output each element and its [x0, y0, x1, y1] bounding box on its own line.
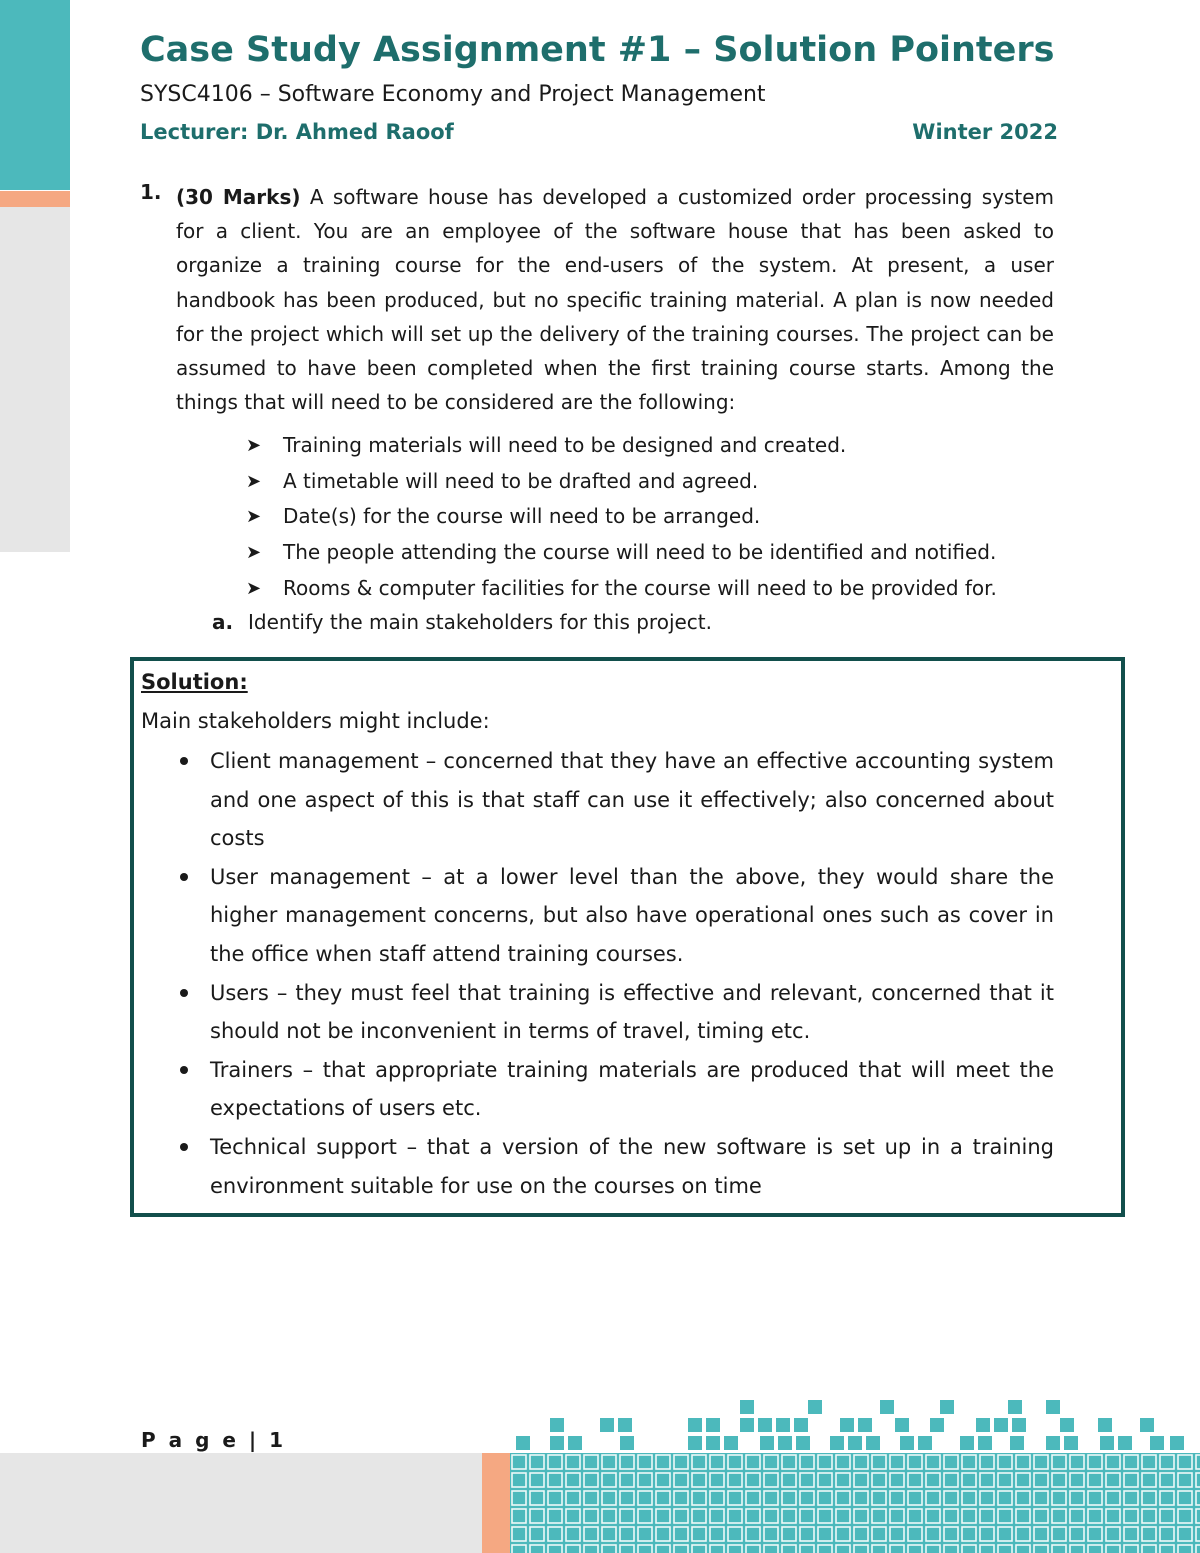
- pixel-square: [620, 1436, 634, 1450]
- pixel-square: [550, 1436, 564, 1450]
- pixel-square: [1012, 1418, 1026, 1432]
- question-number: 1.: [140, 180, 162, 204]
- subquestion-text: Identify the main stakeholders for this project.: [248, 610, 713, 634]
- solution-title: Solution:: [141, 670, 248, 694]
- list-item: ➤ Rooms & computer facilities for the course will need to be provided for.: [246, 571, 997, 607]
- pixel-square: [1046, 1400, 1060, 1414]
- bottom-gray-bar: [0, 1453, 482, 1553]
- pixel-square: [1008, 1400, 1022, 1414]
- pixel-square: [688, 1436, 702, 1450]
- pixel-square: [794, 1418, 808, 1432]
- pixel-square: [1098, 1418, 1112, 1432]
- pixel-square: [960, 1436, 974, 1450]
- pixel-square: [760, 1436, 774, 1450]
- bullet-dot-icon: [180, 989, 188, 997]
- list-item: Technical support – that a version of the new software is set up in a training environment suitable for use on the courses on time: [176, 1128, 1054, 1205]
- pixel-square: [740, 1400, 754, 1414]
- pixel-square: [516, 1436, 530, 1450]
- term-label: Winter 2022: [912, 120, 1058, 144]
- pixel-square: [880, 1400, 894, 1414]
- list-item: ➤ A timetable will need to be drafted and agreed.: [246, 464, 997, 500]
- list-item: Trainers – that appropriate training materials are produced that will meet the expectations of users etc.: [176, 1051, 1054, 1128]
- bullet-dot-icon: [180, 1066, 188, 1074]
- pixel-square: [848, 1436, 862, 1450]
- list-item: Client management – concerned that they have an effective accounting system and one aspect of this is that staff can use it effectively; also concerned about costs: [176, 742, 1054, 858]
- bottom-orange-bar: [482, 1453, 510, 1553]
- pixel-square: [1118, 1436, 1132, 1450]
- question-items: [246, 428, 997, 606]
- solution-items: [176, 742, 1054, 1205]
- pixel-square: [776, 1418, 790, 1432]
- pixel-square: [1100, 1436, 1114, 1450]
- pixel-square: [1060, 1418, 1074, 1432]
- bullet-dot-icon: [180, 1143, 188, 1151]
- pixel-square: [978, 1436, 992, 1450]
- question-body: A software house has developed a customized order processing system for a client. You are an employee of the software house that has been asked to organize a training course for the end-users of the system. At present, a user handbook has been produced, but no specific training material. A plan is now needed for the project which will set up the delivery of the training courses. The project can be assumed to have been completed when the first training course starts. Among the things that will need to be considered are the following:: [176, 185, 1054, 415]
- pixel-square: [740, 1418, 754, 1432]
- question-text: [176, 180, 1054, 419]
- pixel-square: [930, 1418, 944, 1432]
- list-item: Users – they must feel that training is effective and relevant, concerned that it should not be inconvenient in terms of travel, timing etc.: [176, 974, 1054, 1051]
- pixel-square: [550, 1418, 564, 1432]
- list-item: ➤ Training materials will need to be designed and created.: [246, 428, 997, 464]
- left-gray-bar: [0, 207, 70, 552]
- solution-intro: Main stakeholders might include:: [141, 709, 490, 733]
- pixel-square: [778, 1436, 792, 1450]
- pixel-square: [994, 1418, 1008, 1432]
- pixel-square: [1064, 1436, 1078, 1450]
- pixel-square: [858, 1418, 872, 1432]
- subquestion-label: a.: [212, 610, 234, 634]
- pixel-square: [900, 1436, 914, 1450]
- arrow-bullet-icon: ➤: [246, 470, 262, 492]
- arrow-bullet-icon: ➤: [246, 506, 262, 528]
- arrow-bullet-icon: ➤: [246, 577, 262, 599]
- left-teal-bar: [0, 0, 70, 190]
- pixel-square: [940, 1400, 954, 1414]
- pixel-square: [618, 1418, 632, 1432]
- pixel-square: [918, 1436, 932, 1450]
- document-title: Case Study Assignment #1 – Solution Pointers: [140, 30, 1055, 70]
- pixel-square: [1046, 1436, 1060, 1450]
- lecturer-name: Lecturer: Dr. Ahmed Raoof: [140, 120, 454, 144]
- page-number: P a g e | 1: [141, 1428, 287, 1452]
- list-item: User management – at a lower level than the above, they would share the higher management concerns, but also have operational ones such as cover in the office when staff attend training courses.: [176, 858, 1054, 974]
- pixel-square: [866, 1436, 880, 1450]
- arrow-bullet-icon: ➤: [246, 435, 262, 456]
- pixel-square: [1170, 1436, 1184, 1450]
- bullet-dot-icon: [180, 873, 188, 881]
- course-subtitle: SYSC4106 – Software Economy and Project Management: [140, 82, 766, 107]
- pixel-square: [568, 1436, 582, 1450]
- pixel-square: [600, 1418, 614, 1432]
- bottom-teal-pattern: [510, 1453, 1200, 1553]
- pixel-square: [830, 1436, 844, 1450]
- pixel-square: [840, 1418, 854, 1432]
- question-marks: (30 Marks): [176, 185, 301, 209]
- pixel-square: [1150, 1436, 1164, 1450]
- bullet-dot-icon: [180, 757, 188, 765]
- pixel-square: [688, 1418, 702, 1432]
- pixel-square: [758, 1418, 772, 1432]
- pixel-square: [1140, 1418, 1154, 1432]
- pixel-square: [808, 1400, 822, 1414]
- pixel-square: [724, 1436, 738, 1450]
- pixel-square: [976, 1418, 990, 1432]
- arrow-bullet-icon: ➤: [246, 542, 262, 564]
- pixel-square: [706, 1418, 720, 1432]
- pixel-square: [895, 1418, 909, 1432]
- list-item: ➤ Date(s) for the course will need to be arranged.: [246, 499, 997, 535]
- left-orange-bar: [0, 191, 70, 207]
- list-item: ➤ The people attending the course will need to be identified and notified.: [246, 535, 997, 571]
- bottom-grid-pattern: [510, 1453, 1200, 1553]
- pixel-square: [1010, 1436, 1024, 1450]
- pixel-square: [796, 1436, 810, 1450]
- pixel-square: [706, 1436, 720, 1450]
